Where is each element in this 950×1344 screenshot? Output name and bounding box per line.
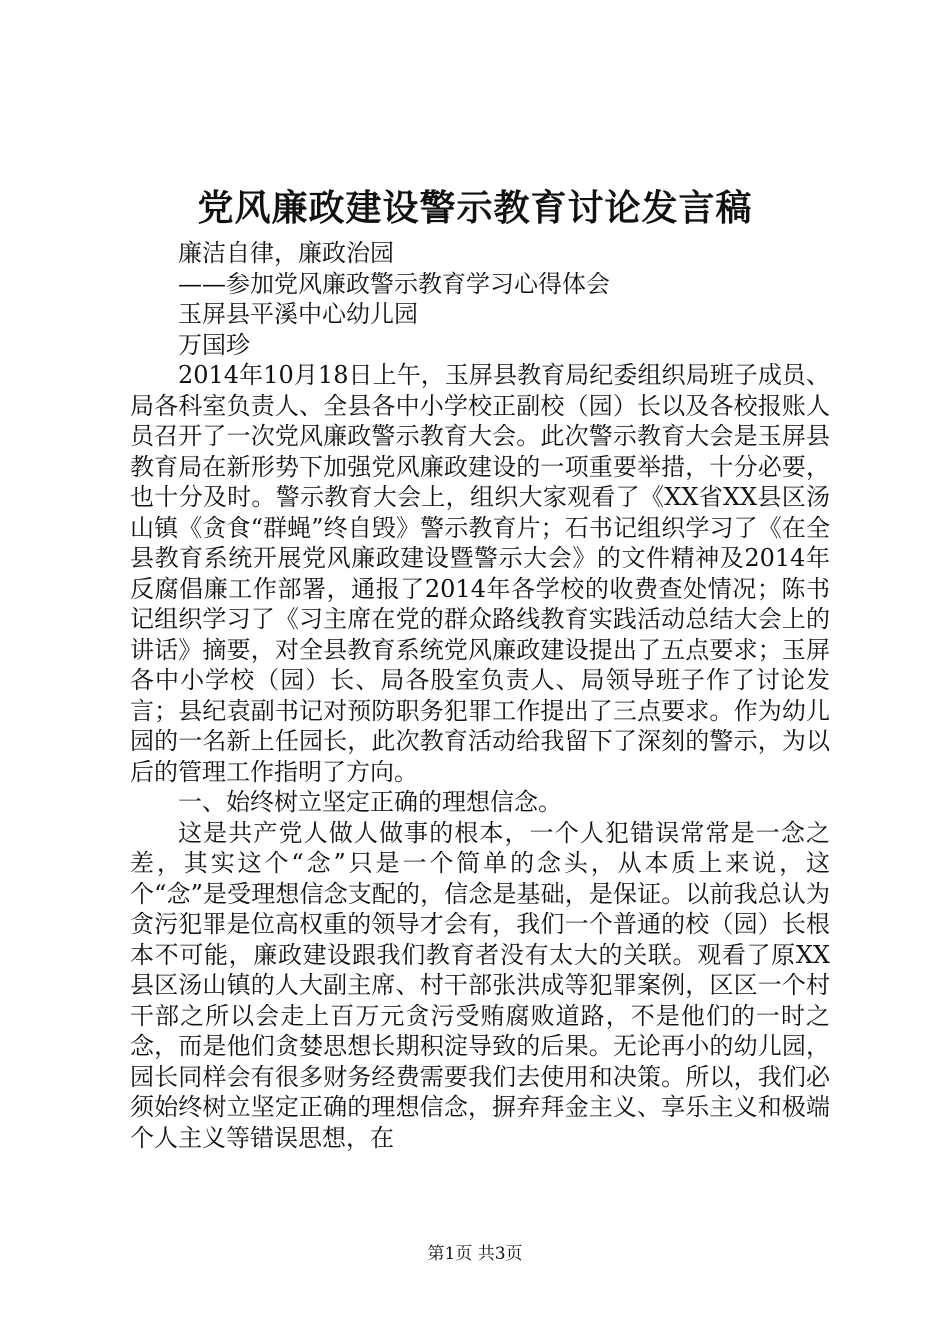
paragraph-organization: 玉屏县平溪中心幼儿园	[178, 300, 418, 328]
paragraph-subtitle: 廉洁自律，廉政治园	[178, 239, 394, 267]
paragraph-body: 这是共产党人做人做事的根本，一个人犯错误常常是一念之差，其实这个“念”只是一个简单的念头，从本质上来说，这个“念”是受理想信念支配的，信念是基础，是保证。以前我总认为贪污犯罪是位高权重的领导才会有，我们一个普通的校（园）长根本不可能，廉政建设跟我们教育者没有太大的关联。观看了原XX县区汤山镇的人大副主席、村干部张洪成等犯罪案例，区区一个村干部之所以会走上百万元贪污受贿腐败道路，不是他们的一时之念，而是他们贪婪思想长期积淀导致的后果。无论再小的幼儿园，园长同样会有很多财务经费需要我们去使用和决策。所以，我们必须始终树立坚定正确的理想信念，摒弃拜金主义、享乐主义和极端个人主义等错误思想，在	[130, 818, 830, 1152]
paragraph-author: 万国珍	[178, 330, 250, 359]
paragraph-section-heading: 一、始终树立坚定正确的理想信念。	[178, 788, 562, 816]
document-body	[130, 238, 830, 1153]
paragraph-body: 2014年10月18日上午，玉屏县教育局纪委组织局班子成员、局各科室负责人、全县各中小学校正副校（园）长以及各校报账人员召开了一次党风廉政警示教育大会。此次警示教育大会是玉屏县教育局在新形势下加强党风廉政建设的一项重要举措，十分必要，也十分及时。警示教育大会上，组织大家观看了《XX省XX县区汤山镇《贪食“群蝇”终自毁》警示教育片；石书记组织学习了《在全县教育系统开展党风廉政建设暨警示大会》的文件精神及2014年反腐倡廉工作部署，通报了2014年各学校的收费查处情况；陈书记组织学习了《习主席在党的群众路线教育实践活动总结大会上的讲话》摘要，对全县教育系统党风廉政建设提出了五点要求；玉屏各中小学校（园）长、局各股室负责人、局领导班子作了讨论发言；县纪袁副书记对预防职务犯罪工作提出了三点要求。作为幼儿园的一名新上任园长，此次教育活动给我留下了深刻的警示，为以后的管理工作指明了方向。	[130, 361, 830, 786]
page-number: 第1页 共3页	[427, 1244, 523, 1264]
paragraph-subtitle-note: ——参加党风廉政警示教育学习心得体会	[178, 269, 610, 298]
document-title: 党风廉政建设警示教育讨论发言稿	[197, 187, 753, 229]
